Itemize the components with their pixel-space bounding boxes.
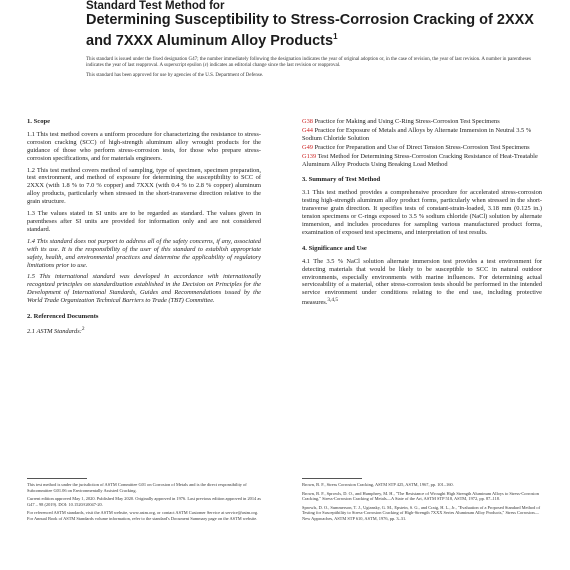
para-1-2: 1.2 This test method covers method of sampling, type of specimen, specimen preparation, test environment, and method of exposure for determining the susceptibility to SCC of 2XXX (with 1.8 % to 7.0 % copper) and 7XXX (with 0.4 % to 2.8 % copper) aluminum alloy products, particularly when stressed in the short-transverse direction relative to the grain structure.	[27, 166, 261, 206]
para-2-1	[27, 326, 261, 336]
reference-item	[302, 144, 542, 152]
issuance-notes	[86, 57, 536, 84]
footnote-5: Sprowls, D. O., Summerson, T. J., Ugiansky, G. M., Epstein, S. G., and Craig, H. L., Jr., "Evaluation of a Proposed Standard Method of Testing for Susceptibility to Stress-Corrosion Cracking of High-Strength 7XXX Series Aluminum Alloy Products," Stress Corrosion—New Approaches, ASTM STP 610, ASTM, 1976, pp. 3–31.	[302, 504, 541, 521]
footnote-1: This test method is under the jurisdiction of ASTM Committee G01 on Corrosion of Metals and is the direct responsibility of Subcommittee G01.06 on Environmentally Assisted Cracking.	[27, 482, 247, 493]
footnote-4: Brown, B. F., Sprowls, D. O., and Humphrey, M. H., "The Resistance of Wrought High Strength Aluminum Alloys to Stress-Corrosion Cracking," Stress-Corrosion Cracking of Metals—A State of the Art, ASTM STP 518, ASTM, 1972, pp. 87–118.	[302, 490, 539, 502]
footnote-1-edition: Current edition approved May 1, 2020. Published May 2020. Originally approved in 1976. Last previous edition approved in 2014 as G47 – 98 (2019). DOI: 10.1520/G0047-20.	[27, 496, 262, 507]
approval-note: This standard has been approved for use by agencies of the U.S. Department of Defense.	[86, 73, 264, 79]
summary-heading: 3. Summary of Test Method	[302, 176, 381, 184]
significance-heading: 4. Significance and Use	[302, 244, 367, 252]
right-footnotes	[302, 482, 542, 525]
reference-code-link[interactable]: G44	[302, 126, 314, 134]
reference-code-link[interactable]: G38	[302, 118, 314, 125]
para-1-1: 1.1 This test method covers a uniform procedure for characterizing the resistance to stress-corrosion cracking (SCC) of high-strength aluminum alloy wrought products for the guidance of those who perform stress-corrosion tests, for those who prepare stress-corrosion specifications, and for materials engineers.	[27, 130, 261, 162]
reference-item	[302, 118, 542, 126]
reference-item	[302, 127, 542, 143]
document-title	[86, 0, 546, 49]
para-1-3: 1.3 The values stated in SI units are to be regarded as standard. The values given in parentheses after SI units are provided for information only and are not considered standard.	[27, 210, 261, 233]
para-1-5: 1.5 This international standard was developed in accordance with internationally recognized principles on standardization established in the Decision on Principles for the Development of International Standards, Guides and Recommendations issued by the World Trade Organization Technical Barriers to Trade (TBT) Committee.	[27, 273, 261, 305]
issuance-note: This standard is issued under the fixed designation G47; the number immediately following the designation indicates the year of original adoption or, in the case of revision, the year of last revision. A number in parentheses indicates the year of last reapproval. A superscript epsilon (ε) indicates an editorial change since the last revision or reapproval.	[86, 57, 531, 69]
reference-title: Practice for Making and Using C-Ring Stress-Corrosion Test Specimens	[314, 118, 500, 125]
right-column	[302, 118, 542, 311]
left-column	[27, 118, 261, 340]
reference-item	[302, 153, 542, 169]
title-text: Determining Susceptibility to Stress-Corrosion Cracking of 2XXX and 7XXX Aluminum Alloy Products	[86, 12, 534, 49]
para-3-1: 3.1 This test method provides a comprehensive procedure for accelerated stress-corrosion testing high-strength aluminum alloy product forms, particularly when stressed in the short-transverse grain direction. It specifies tests of constant-strain-loaded, 3.18 mm (0.125 in.) tension specimens or C-rings exposed to 3.5 % sodium chloride (NaCl) solution by alternate immersion, and includes procedures for sampling various manufactured product forms, examination of exposed test specimens, and interpretation of test results.	[302, 189, 542, 236]
para-1-4: 1.4 This standard does not purport to address all of the safety concerns, if any, associated with its use. It is the responsibility of the user of this standard to establish appropriate safety, health, and environmental practices and determine the applicability of regulatory limitations prior to use.	[27, 237, 261, 269]
astm-standards-footnote-ref: 2	[81, 325, 85, 332]
title-footnote-ref: 1	[333, 31, 338, 41]
footnote-rule	[27, 478, 87, 479]
title-main	[86, 13, 546, 49]
para-4-1-footnote-refs: 3,4,5	[327, 297, 339, 304]
reference-code-link[interactable]: G49	[302, 143, 314, 151]
para-4-1	[302, 258, 542, 308]
footnote-2: For referenced ASTM standards, visit the ASTM website, www.astm.org, or contact ASTM Customer Service at service@astm.org. For Annual Book of ASTM Standards volume information, refer to the standard's Document Summary page on the ASTM website.	[27, 510, 259, 521]
left-footnotes	[27, 482, 261, 525]
footnote-3: Brown, B. F., Stress Corrosion Cracking, ASTM STP 425, ASTM, 1967, pp. 101–160.	[302, 482, 454, 487]
scope-heading: 1. Scope	[27, 118, 51, 125]
para-4-1-text: 4.1 The 3.5 % NaCl solution alternate immersion test provides a test environment for detecting materials that would be likely to be susceptible to SCC in natural outdoor environments, especially environments with marine influences. For determining actual serviceability of a material, other stress-corrosion tests should be performed in the intended service environment under conditions relating to the end use, including protective measures.	[302, 257, 542, 307]
reference-title: Practice for Exposure of Metals and Alloys by Alternate Immersion in Neutral 3.5 % Sodium Chloride Solution	[302, 126, 532, 142]
title-prefix: Standard Test Method for	[86, 0, 225, 12]
reference-title: Test Method for Determining Stress-Corrosion Cracking Resistance of Heat-Treatable Aluminum Alloy Products Using Breaking Load Method	[302, 152, 538, 168]
referenced-documents-heading: 2. Referenced Documents	[27, 313, 99, 321]
reference-code-link[interactable]: G139	[302, 152, 317, 160]
reference-list	[302, 118, 542, 168]
reference-title: Practice for Preparation and Use of Direct Tension Stress-Corrosion Test Specimens	[314, 143, 530, 151]
footnote-rule	[302, 478, 362, 479]
astm-standards-label: 2.1 ASTM Standards:	[27, 328, 82, 336]
